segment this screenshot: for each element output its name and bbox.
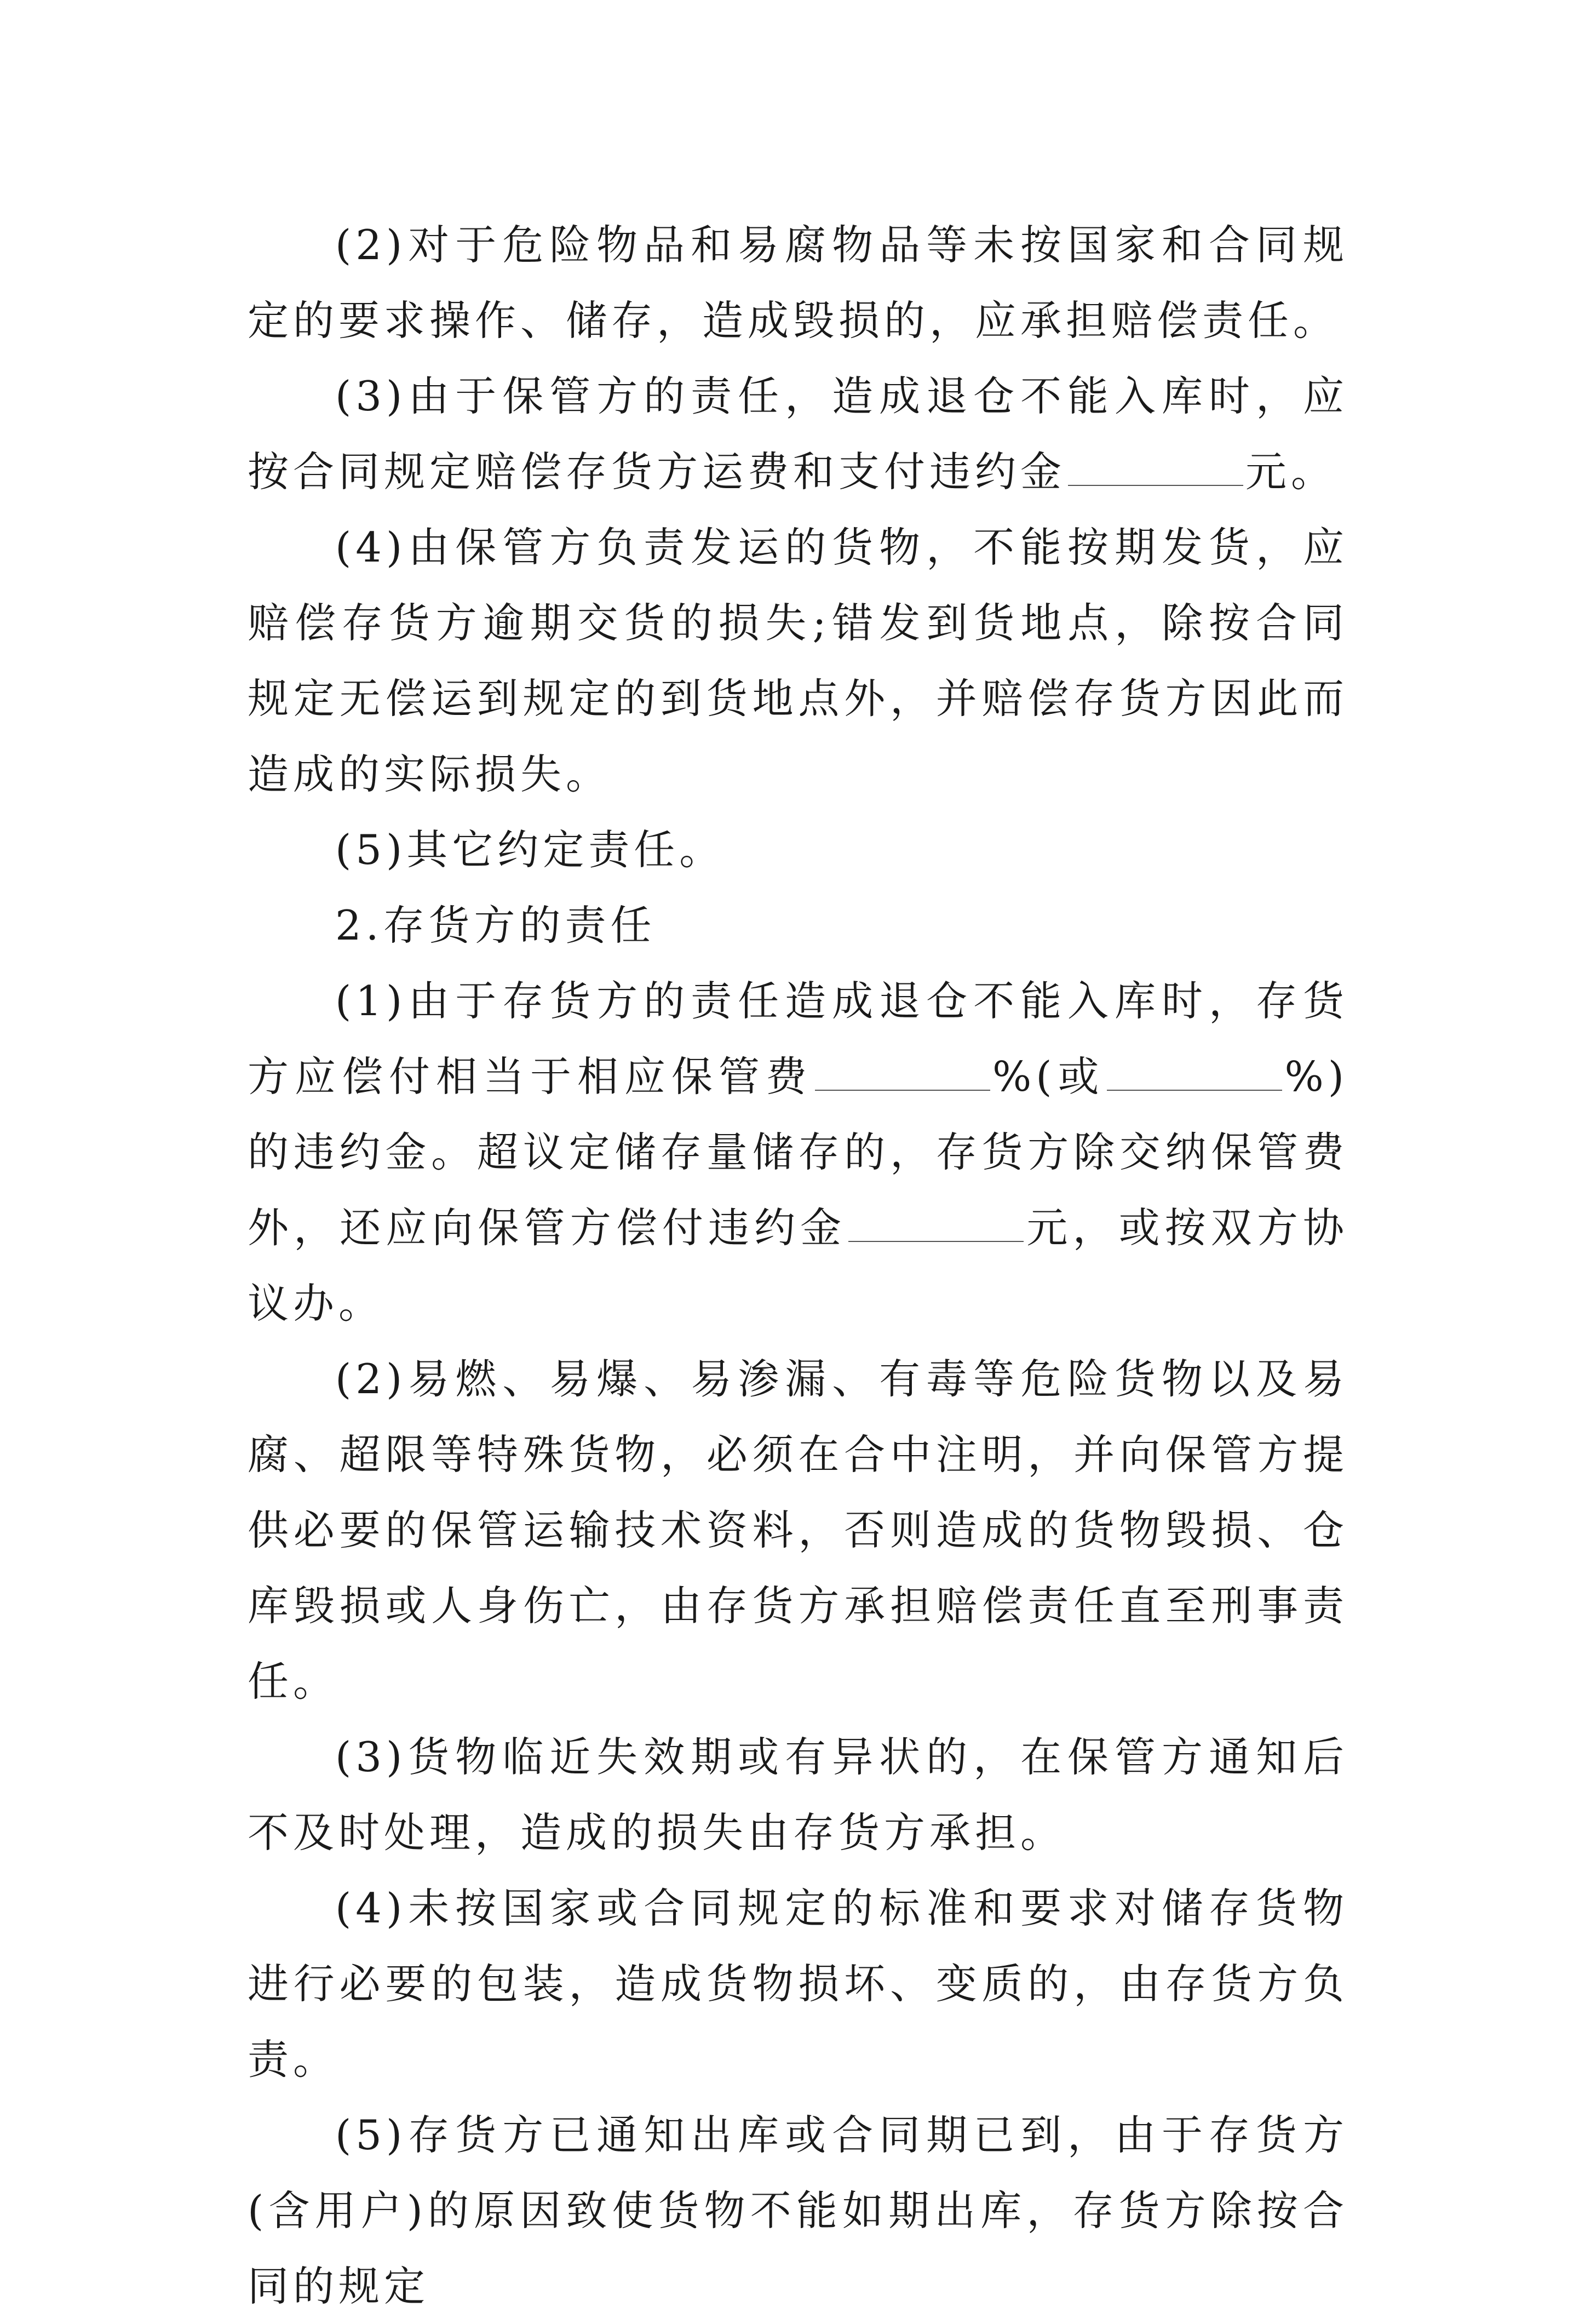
- paragraph-depositor-liability-5: [248, 2097, 1348, 2324]
- paragraph-text: (2)易燃、易爆、易渗漏、有毒等危险货物以及易腐、超限等特殊货物，必须在合中注明，并向保管方提供必要的保管运输技术资料，否则造成的货物毁损、仓库毁损或人身伤亡，由存货方承担赔偿责任直至刑事责任。: [248, 1355, 1348, 1705]
- paragraph-text: %)的违约金。超议定储存量储存的，存货方除交纳保管费外，还应向保管方偿付违约金: [248, 1052, 1348, 1252]
- paragraph-text: (4)未按国家或合同规定的标准和要求对储存货物进行必要的包装，造成货物损坏、变质的，由存货方负责。: [248, 1884, 1348, 2083]
- fill-blank-penalty-amount: [848, 1208, 1024, 1242]
- paragraph-text: (2)对于危险物品和易腐物品等未按国家和合同规定的要求操作、储存，造成毁损的，应承担赔偿责任。: [248, 221, 1348, 345]
- paragraph-text: %(或: [992, 1052, 1105, 1101]
- paragraph-text: (5)存货方已通知出库或合同期已到，由于存货方(含用户)的原因致使货物不能如期出库，存货方除按合同的规定: [248, 2111, 1348, 2310]
- paragraph-depositor-liability-4: [248, 1870, 1348, 2097]
- paragraph-text: (3)由于保管方的责任，造成退仓不能入库时，应按合同规定赔偿存货方运费和支付违约金: [248, 372, 1348, 496]
- paragraph-storekeeper-liability-5: [248, 812, 1348, 888]
- document-body: [248, 207, 1348, 2324]
- paragraph-storekeeper-liability-2: [248, 207, 1348, 358]
- fill-blank-fee-percent: [815, 1057, 990, 1091]
- paragraph-text: (4)由保管方负责发运的货物，不能按期发货，应赔偿存货方逾期交货的损失;错发到货地点，除按合同规定无偿运到规定的到货地点外，并赔偿存货方因此而造成的实际损失。: [248, 523, 1348, 798]
- paragraph-text: (3)货物临近失效期或有异状的，在保管方通知后不及时处理，造成的损失由存货方承担。: [248, 1733, 1348, 1857]
- paragraph-text: (1)由于存货方的责任造成退仓不能入库时，存货方应偿付相当于相应保管费: [248, 977, 1348, 1101]
- paragraph-depositor-liability-3: [248, 1719, 1348, 1870]
- paragraph-storekeeper-liability-4: [248, 510, 1348, 812]
- paragraph-depositor-liability-1: [248, 963, 1348, 1341]
- paragraph-depositor-liability-2: [248, 1341, 1348, 1719]
- paragraph-text: 元，或按双方协议办。: [248, 1204, 1348, 1327]
- paragraph-text: (5)其它约定责任。: [335, 826, 725, 874]
- fill-blank-penalty-amount: [1068, 452, 1243, 486]
- section-heading-depositor-liability: [248, 888, 1348, 963]
- paragraph-storekeeper-liability-3: [248, 358, 1348, 510]
- fill-blank-alt-percent: [1107, 1057, 1282, 1091]
- section-heading-text: 2.存货方的责任: [335, 901, 656, 949]
- paragraph-text: 元。: [1245, 448, 1337, 496]
